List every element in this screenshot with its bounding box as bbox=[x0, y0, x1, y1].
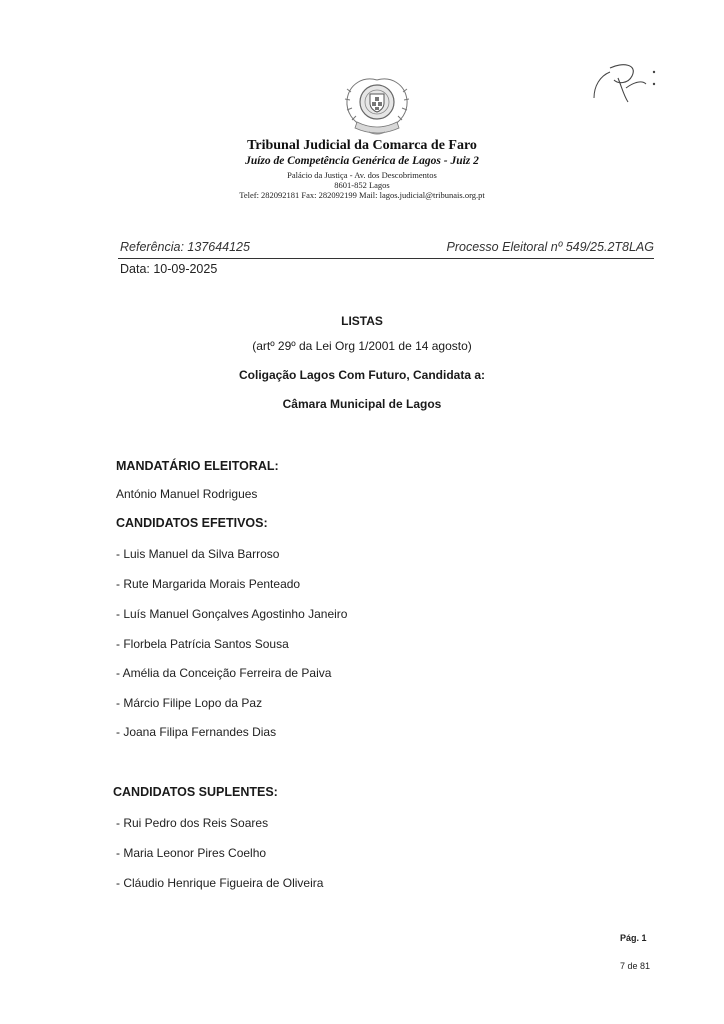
efetivo-item: - Joana Filipa Fernandes Dias bbox=[116, 725, 277, 739]
suplentes-label: CANDIDATOS SUPLENTES: bbox=[113, 785, 278, 799]
suplente-item: - Rui Pedro dos Reis Soares bbox=[116, 816, 269, 830]
document-date: Data: 10-09-2025 bbox=[120, 262, 218, 276]
efetivo-item: - Luis Manuel da Silva Barroso bbox=[116, 547, 280, 561]
efetivo-item: - Luís Manuel Gonçalves Agostinho Janeiro bbox=[116, 607, 348, 621]
page-number: Pág. 1 bbox=[620, 933, 647, 943]
court-address-line2: 8601-852 Lagos bbox=[334, 180, 390, 190]
mandatario-label: MANDATÁRIO ELEITORAL: bbox=[116, 459, 279, 473]
court-name: Tribunal Judicial da Comarca de Faro bbox=[247, 138, 477, 153]
process-number: Processo Eleitoral nº 549/25.2T8LAG bbox=[446, 240, 654, 254]
coalition-name: Coligação Lagos Com Futuro, Candidata a: bbox=[238, 368, 486, 382]
page-count: 7 de 81 bbox=[620, 961, 651, 971]
reference-number: Referência: 137644125 bbox=[120, 240, 250, 254]
mandatario-name: António Manuel Rodrigues bbox=[116, 487, 258, 501]
document-title: LISTAS bbox=[341, 314, 383, 328]
efetivo-item: - Amélia da Conceição Ferreira de Paiva bbox=[116, 666, 332, 680]
efetivo-item: - Florbela Patrícia Santos Sousa bbox=[116, 637, 289, 651]
efetivos-label: CANDIDATOS EFETIVOS: bbox=[116, 516, 268, 530]
court-division: Juízo de Competência Genérica de Lagos - Juiz 2 bbox=[245, 155, 479, 167]
court-contacts: Telef: 282092181 Fax: 282092199 Mail: lagos.judicial@tribunais.org.pt bbox=[239, 190, 485, 200]
coat-of-arms-icon bbox=[343, 74, 411, 140]
court-address-line1: Palácio da Justiça - Av. dos Descobrimentos bbox=[287, 170, 437, 180]
suplente-item: - Maria Leonor Pires Coelho bbox=[116, 846, 267, 860]
reference-row bbox=[118, 240, 654, 259]
efetivo-item: - Rute Margarida Morais Penteado bbox=[116, 577, 301, 591]
efetivo-item: - Márcio Filipe Lopo da Paz bbox=[116, 696, 263, 710]
suplente-item: - Cláudio Henrique Figueira de Oliveira bbox=[116, 876, 324, 890]
signature-icon bbox=[588, 58, 662, 108]
target-body: Câmara Municipal de Lagos bbox=[282, 397, 442, 411]
law-reference: (artº 29º da Lei Org 1/2001 de 14 agosto) bbox=[252, 339, 472, 353]
